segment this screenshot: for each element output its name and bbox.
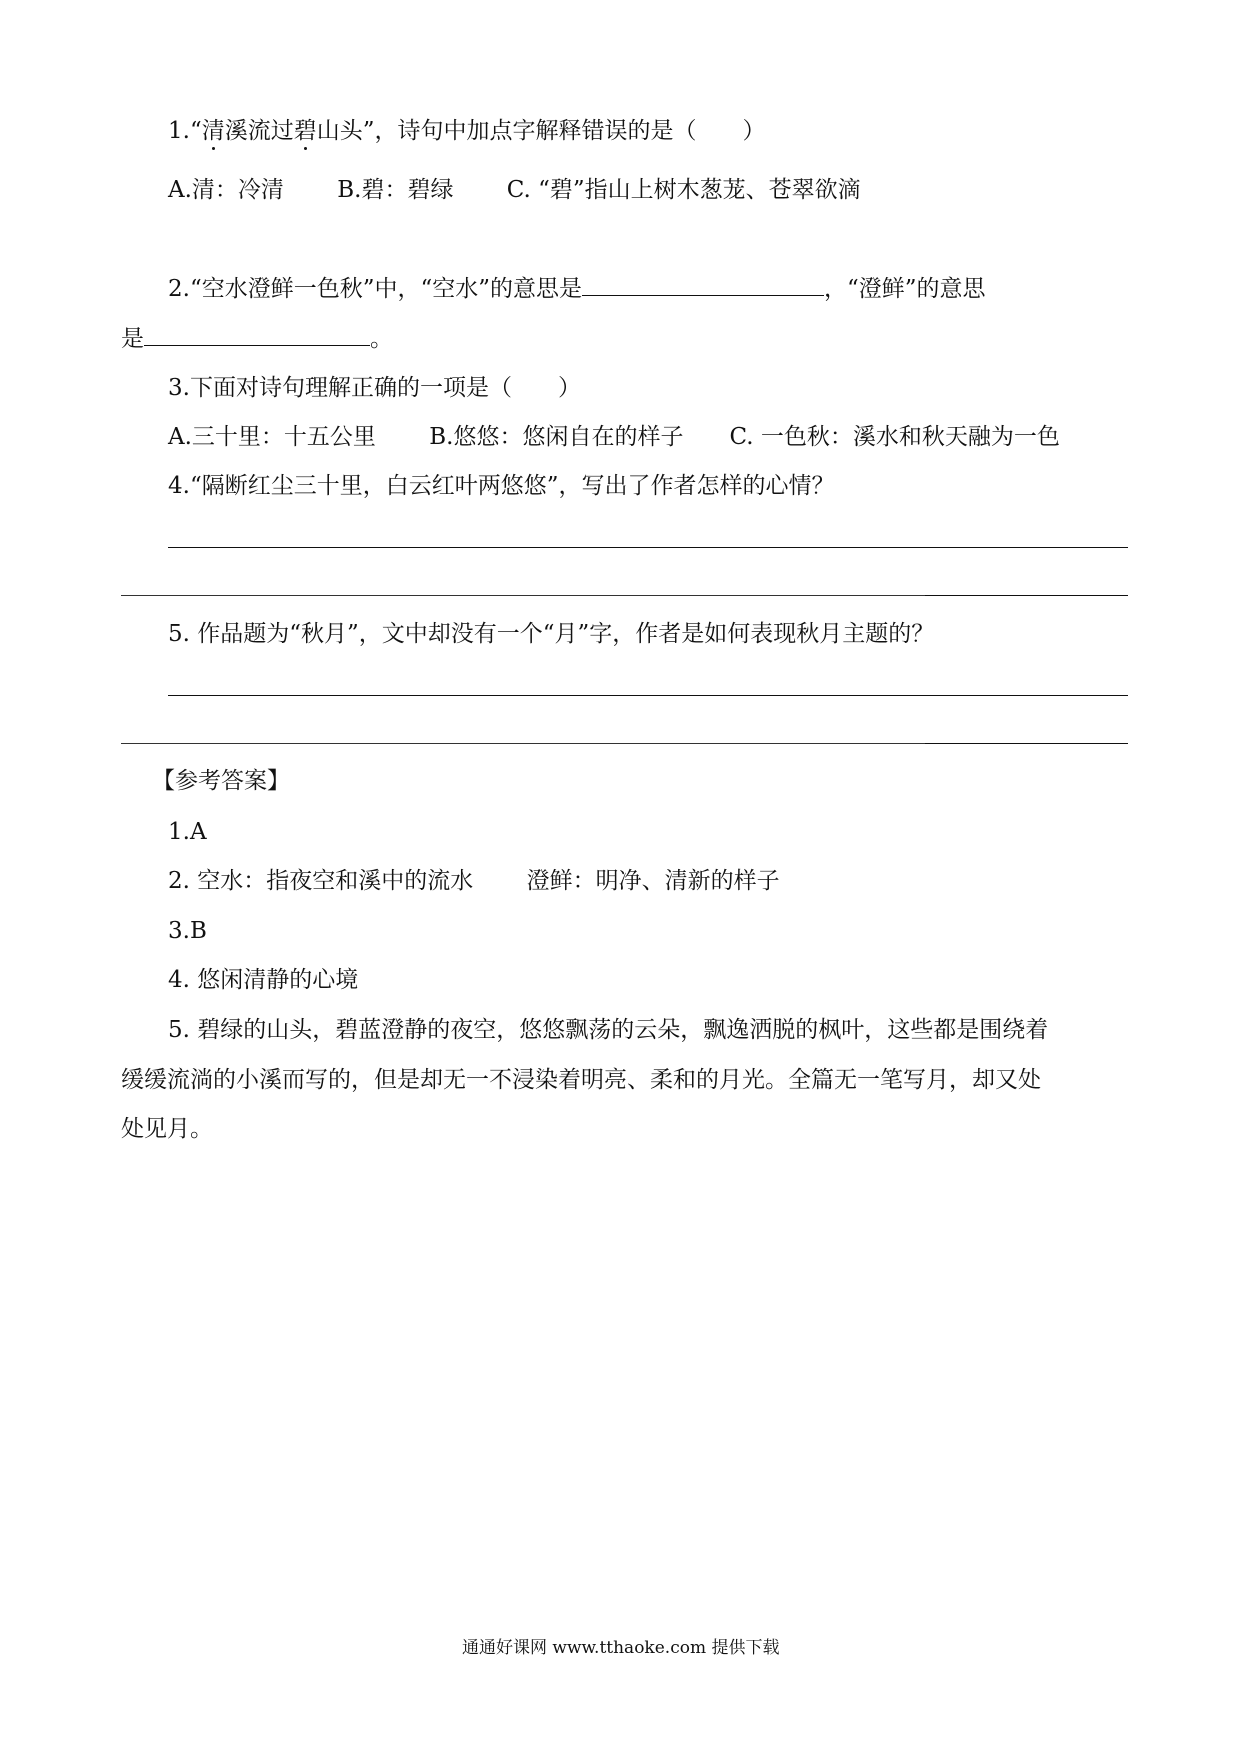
q5-answer-line-2-dashed[interactable] bbox=[121, 743, 931, 744]
answer-5-line-2: 缓缓流淌的小溪而写的，但是却无一不浸染着明亮、柔和的月光。全篇无一笔写月，却又处 bbox=[121, 1067, 1041, 1093]
q5-answer-line-2-solid[interactable] bbox=[925, 743, 1128, 744]
q1-dotted-char-1: 清 bbox=[201, 118, 225, 144]
question-2-line-1 bbox=[168, 273, 986, 304]
answer-1: 1.A bbox=[168, 819, 207, 845]
q5-answer-line-1[interactable] bbox=[168, 695, 1128, 696]
q2-answer-blank-2[interactable] bbox=[144, 323, 370, 346]
answer-2: 2. 空水：指夜空和溪中的流水 澄鲜：明净、清新的样子 bbox=[168, 868, 780, 894]
answer-3: 3.B bbox=[168, 918, 207, 944]
question-1-options: A.清：冷清 B.碧：碧绿 C. “碧”指山上树木葱茏、苍翠欲滴 bbox=[168, 177, 861, 203]
q4-answer-line-2-dashed[interactable] bbox=[121, 595, 931, 596]
q4-answer-line-1[interactable] bbox=[168, 547, 1128, 548]
q2-part-1: 2.“空水澄鲜一色秋”中，“空水”的意思是 bbox=[168, 276, 582, 302]
answers-heading: 【参考答案】 bbox=[152, 768, 290, 794]
question-1-stem bbox=[168, 116, 765, 146]
page-footer: 通通好课网 www.tthaoke.com 提供下载 bbox=[462, 1638, 780, 1658]
q2-part-2: ，“澄鲜”的意思 bbox=[823, 276, 986, 302]
question-3-stem: 3.下面对诗句理解正确的一项是（ ） bbox=[168, 375, 581, 401]
q2-answer-blank-1[interactable] bbox=[582, 273, 824, 296]
answer-4: 4. 悠闲清静的心境 bbox=[168, 967, 359, 993]
q1-suffix: 山头”，诗句中加点字解释错误的是（ ） bbox=[316, 118, 766, 144]
q1-dotted-char-2: 碧 bbox=[293, 118, 317, 144]
q4-answer-line-2-solid[interactable] bbox=[925, 595, 1128, 596]
q2-part-3: 是 bbox=[121, 326, 144, 352]
q1-mid: 溪流过 bbox=[224, 118, 294, 144]
question-5-stem: 5. 作品题为“秋月”，文中却没有一个“月”字，作者是如何表现秋月主题的？ bbox=[168, 621, 935, 647]
question-3-options: A.三十里：十五公里 B.悠悠：悠闲自在的样子 C. 一色秋：溪水和秋天融为一色 bbox=[168, 424, 1060, 450]
answer-5-line-3: 处见月。 bbox=[121, 1116, 213, 1142]
q1-prefix: 1.“ bbox=[168, 118, 202, 144]
question-2-line-2 bbox=[121, 323, 393, 354]
answer-5-line-1: 5. 碧绿的山头，碧蓝澄静的夜空，悠悠飘荡的云朵，飘逸洒脱的枫叶，这些都是围绕着 bbox=[168, 1017, 1049, 1043]
question-4-stem: 4.“隔断红尘三十里，白云红叶两悠悠”，写出了作者怎样的心情？ bbox=[168, 473, 835, 499]
q2-part-4: 。 bbox=[370, 326, 393, 352]
